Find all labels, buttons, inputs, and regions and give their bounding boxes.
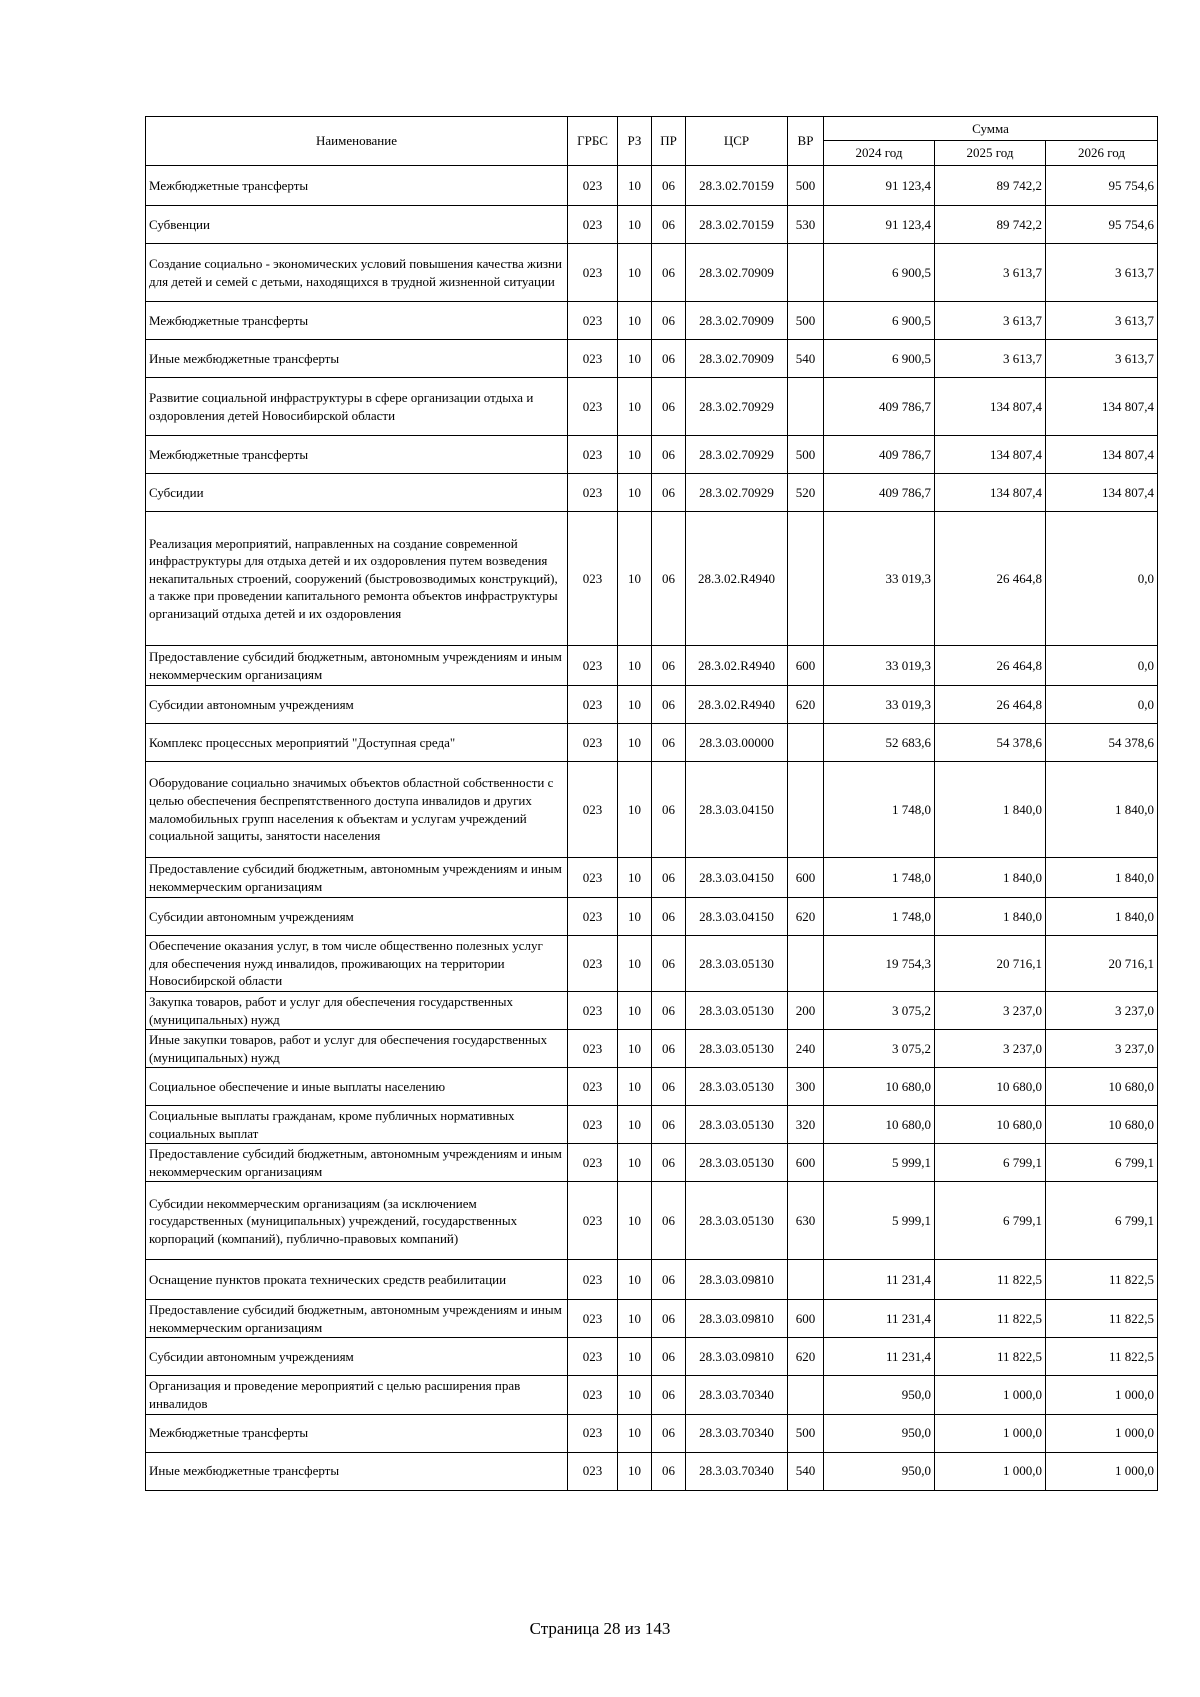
cell-name: Обеспечение оказания услуг, в том числе общественно полезных услуг для обеспечения нужд инвалидов, проживающих на территории Новосибирской области <box>146 936 568 992</box>
table-row <box>146 302 1158 340</box>
cell-rz: 10 <box>618 1338 652 1376</box>
cell-pr: 06 <box>652 1414 686 1452</box>
cell-sum-2025: 1 840,0 <box>935 898 1046 936</box>
cell-sum-2025: 10 680,0 <box>935 1068 1046 1106</box>
cell-pr: 06 <box>652 724 686 762</box>
cell-sum-2025: 1 840,0 <box>935 858 1046 898</box>
cell-sum-2024: 950,0 <box>824 1414 935 1452</box>
cell-name: Иные межбюджетные трансферты <box>146 340 568 378</box>
cell-rz: 10 <box>618 858 652 898</box>
cell-sum-2025: 11 822,5 <box>935 1300 1046 1338</box>
cell-vr: 630 <box>788 1182 824 1260</box>
cell-sum-2025: 89 742,2 <box>935 166 1046 206</box>
cell-csr: 28.3.03.70340 <box>686 1376 788 1414</box>
cell-csr: 28.3.03.09810 <box>686 1260 788 1300</box>
cell-sum-2024: 5 999,1 <box>824 1182 935 1260</box>
table-row <box>146 206 1158 244</box>
cell-sum-2026: 1 000,0 <box>1046 1414 1158 1452</box>
cell-csr: 28.3.02.70929 <box>686 436 788 474</box>
header-year-2025: 2025 год <box>935 141 1046 166</box>
cell-pr: 06 <box>652 686 686 724</box>
cell-grbs: 023 <box>568 936 618 992</box>
cell-grbs: 023 <box>568 244 618 302</box>
cell-rz: 10 <box>618 340 652 378</box>
cell-grbs: 023 <box>568 992 618 1030</box>
cell-grbs: 023 <box>568 1030 618 1068</box>
cell-rz: 10 <box>618 1452 652 1490</box>
cell-rz: 10 <box>618 436 652 474</box>
cell-sum-2026: 6 799,1 <box>1046 1144 1158 1182</box>
cell-sum-2025: 6 799,1 <box>935 1182 1046 1260</box>
cell-sum-2026: 6 799,1 <box>1046 1182 1158 1260</box>
cell-sum-2026: 0,0 <box>1046 512 1158 646</box>
table-row <box>146 474 1158 512</box>
cell-grbs: 023 <box>568 1376 618 1414</box>
cell-csr: 28.3.03.05130 <box>686 936 788 992</box>
cell-csr: 28.3.02.70909 <box>686 340 788 378</box>
cell-grbs: 023 <box>568 378 618 436</box>
cell-sum-2025: 54 378,6 <box>935 724 1046 762</box>
cell-vr: 620 <box>788 686 824 724</box>
cell-rz: 10 <box>618 512 652 646</box>
cell-vr: 500 <box>788 1414 824 1452</box>
cell-sum-2025: 20 716,1 <box>935 936 1046 992</box>
cell-sum-2025: 11 822,5 <box>935 1260 1046 1300</box>
cell-csr: 28.3.02.70909 <box>686 244 788 302</box>
table-row <box>146 686 1158 724</box>
cell-name: Предоставление субсидий бюджетным, автономным учреждениям и иным некоммерческим организациям <box>146 1144 568 1182</box>
table-row <box>146 1414 1158 1452</box>
cell-grbs: 023 <box>568 1260 618 1300</box>
cell-sum-2026: 1 000,0 <box>1046 1452 1158 1490</box>
page-number: Страница 28 из 143 <box>529 1619 671 1638</box>
cell-rz: 10 <box>618 1182 652 1260</box>
cell-name: Предоставление субсидий бюджетным, автономным учреждениям и иным некоммерческим организациям <box>146 646 568 686</box>
cell-name: Субсидии автономным учреждениям <box>146 686 568 724</box>
cell-vr: 540 <box>788 1452 824 1490</box>
table-row <box>146 646 1158 686</box>
table-row <box>146 1144 1158 1182</box>
cell-vr <box>788 936 824 992</box>
cell-grbs: 023 <box>568 858 618 898</box>
cell-sum-2025: 1 840,0 <box>935 762 1046 858</box>
cell-sum-2026: 1 000,0 <box>1046 1376 1158 1414</box>
cell-name: Развитие социальной инфраструктуры в сфере организации отдыха и оздоровления детей Новосибирской области <box>146 378 568 436</box>
header-vr: ВР <box>788 117 824 166</box>
cell-rz: 10 <box>618 206 652 244</box>
cell-sum-2025: 134 807,4 <box>935 378 1046 436</box>
cell-vr: 600 <box>788 1144 824 1182</box>
cell-rz: 10 <box>618 378 652 436</box>
cell-rz: 10 <box>618 1030 652 1068</box>
cell-grbs: 023 <box>568 1182 618 1260</box>
cell-sum-2026: 95 754,6 <box>1046 206 1158 244</box>
table-header <box>146 117 1158 166</box>
cell-sum-2024: 52 683,6 <box>824 724 935 762</box>
cell-csr: 28.3.03.70340 <box>686 1414 788 1452</box>
cell-sum-2024: 91 123,4 <box>824 166 935 206</box>
cell-sum-2025: 3 237,0 <box>935 1030 1046 1068</box>
table-row <box>146 340 1158 378</box>
cell-csr: 28.3.03.00000 <box>686 724 788 762</box>
cell-vr: 620 <box>788 1338 824 1376</box>
table-row <box>146 724 1158 762</box>
cell-sum-2026: 1 840,0 <box>1046 858 1158 898</box>
table-row <box>146 1300 1158 1338</box>
cell-name: Субсидии некоммерческим организациям (за исключением государственных (муниципальных) учреждений, государственных корпораций (компаний), публично-правовых компаний) <box>146 1182 568 1260</box>
cell-sum-2024: 409 786,7 <box>824 436 935 474</box>
budget-table <box>145 116 1158 1491</box>
cell-vr: 600 <box>788 858 824 898</box>
cell-sum-2026: 20 716,1 <box>1046 936 1158 992</box>
cell-sum-2025: 1 000,0 <box>935 1376 1046 1414</box>
table-body <box>146 166 1158 1491</box>
cell-name: Социальные выплаты гражданам, кроме публичных нормативных социальных выплат <box>146 1106 568 1144</box>
cell-pr: 06 <box>652 244 686 302</box>
cell-name: Межбюджетные трансферты <box>146 302 568 340</box>
cell-name: Комплекс процессных мероприятий "Доступная среда" <box>146 724 568 762</box>
cell-pr: 06 <box>652 646 686 686</box>
cell-vr: 300 <box>788 1068 824 1106</box>
cell-csr: 28.3.03.05130 <box>686 1144 788 1182</box>
cell-rz: 10 <box>618 724 652 762</box>
cell-csr: 28.3.02.R4940 <box>686 512 788 646</box>
cell-pr: 06 <box>652 378 686 436</box>
cell-rz: 10 <box>618 1376 652 1414</box>
cell-vr <box>788 512 824 646</box>
cell-grbs: 023 <box>568 762 618 858</box>
cell-rz: 10 <box>618 646 652 686</box>
cell-sum-2026: 11 822,5 <box>1046 1338 1158 1376</box>
cell-csr: 28.3.03.04150 <box>686 762 788 858</box>
cell-name: Социальное обеспечение и иные выплаты населению <box>146 1068 568 1106</box>
cell-sum-2024: 11 231,4 <box>824 1300 935 1338</box>
cell-csr: 28.3.02.R4940 <box>686 686 788 724</box>
cell-grbs: 023 <box>568 1338 618 1376</box>
cell-sum-2026: 3 613,7 <box>1046 244 1158 302</box>
cell-grbs: 023 <box>568 436 618 474</box>
cell-grbs: 023 <box>568 1106 618 1144</box>
cell-sum-2026: 0,0 <box>1046 686 1158 724</box>
cell-sum-2025: 3 613,7 <box>935 340 1046 378</box>
cell-sum-2024: 11 231,4 <box>824 1338 935 1376</box>
cell-pr: 06 <box>652 1452 686 1490</box>
cell-sum-2024: 5 999,1 <box>824 1144 935 1182</box>
cell-grbs: 023 <box>568 686 618 724</box>
cell-sum-2024: 1 748,0 <box>824 762 935 858</box>
table-row <box>146 762 1158 858</box>
cell-sum-2024: 10 680,0 <box>824 1068 935 1106</box>
cell-vr: 600 <box>788 1300 824 1338</box>
cell-pr: 06 <box>652 992 686 1030</box>
cell-grbs: 023 <box>568 1452 618 1490</box>
table-row <box>146 512 1158 646</box>
cell-vr <box>788 378 824 436</box>
cell-rz: 10 <box>618 992 652 1030</box>
cell-csr: 28.3.03.05130 <box>686 1030 788 1068</box>
cell-vr: 240 <box>788 1030 824 1068</box>
cell-name: Субсидии автономным учреждениям <box>146 898 568 936</box>
cell-grbs: 023 <box>568 166 618 206</box>
cell-csr: 28.3.03.04150 <box>686 898 788 936</box>
cell-sum-2024: 6 900,5 <box>824 340 935 378</box>
cell-sum-2026: 10 680,0 <box>1046 1106 1158 1144</box>
cell-sum-2025: 1 000,0 <box>935 1414 1046 1452</box>
cell-csr: 28.3.03.05130 <box>686 992 788 1030</box>
table-row <box>146 1106 1158 1144</box>
table-row <box>146 378 1158 436</box>
cell-grbs: 023 <box>568 474 618 512</box>
cell-name: Межбюджетные трансферты <box>146 166 568 206</box>
cell-pr: 06 <box>652 302 686 340</box>
cell-sum-2024: 1 748,0 <box>824 898 935 936</box>
cell-rz: 10 <box>618 166 652 206</box>
cell-pr: 06 <box>652 1144 686 1182</box>
cell-name: Организация и проведение мероприятий с целью расширения прав инвалидов <box>146 1376 568 1414</box>
cell-vr <box>788 724 824 762</box>
cell-sum-2026: 95 754,6 <box>1046 166 1158 206</box>
header-sum: Сумма <box>824 117 1158 141</box>
cell-sum-2026: 11 822,5 <box>1046 1300 1158 1338</box>
cell-sum-2026: 134 807,4 <box>1046 474 1158 512</box>
cell-sum-2024: 11 231,4 <box>824 1260 935 1300</box>
cell-grbs: 023 <box>568 1414 618 1452</box>
cell-grbs: 023 <box>568 724 618 762</box>
header-year-2024: 2024 год <box>824 141 935 166</box>
header-grbs: ГРБС <box>568 117 618 166</box>
table-row <box>146 1182 1158 1260</box>
cell-csr: 28.3.02.70909 <box>686 302 788 340</box>
cell-name: Межбюджетные трансферты <box>146 1414 568 1452</box>
cell-pr: 06 <box>652 206 686 244</box>
cell-sum-2024: 950,0 <box>824 1376 935 1414</box>
cell-rz: 10 <box>618 1106 652 1144</box>
cell-pr: 06 <box>652 166 686 206</box>
cell-name: Предоставление субсидий бюджетным, автономным учреждениям и иным некоммерческим организациям <box>146 1300 568 1338</box>
cell-sum-2025: 3 613,7 <box>935 302 1046 340</box>
table-row <box>146 436 1158 474</box>
table-row <box>146 244 1158 302</box>
cell-vr: 620 <box>788 898 824 936</box>
cell-name: Иные закупки товаров, работ и услуг для обеспечения государственных (муниципальных) нужд <box>146 1030 568 1068</box>
cell-pr: 06 <box>652 1376 686 1414</box>
cell-sum-2025: 10 680,0 <box>935 1106 1046 1144</box>
cell-sum-2025: 134 807,4 <box>935 474 1046 512</box>
cell-csr: 28.3.03.70340 <box>686 1452 788 1490</box>
cell-grbs: 023 <box>568 898 618 936</box>
cell-csr: 28.3.03.09810 <box>686 1300 788 1338</box>
cell-sum-2024: 409 786,7 <box>824 378 935 436</box>
cell-vr: 200 <box>788 992 824 1030</box>
cell-rz: 10 <box>618 1260 652 1300</box>
table-row <box>146 1452 1158 1490</box>
cell-sum-2024: 33 019,3 <box>824 512 935 646</box>
cell-name: Субсидии автономным учреждениям <box>146 1338 568 1376</box>
cell-csr: 28.3.02.70159 <box>686 206 788 244</box>
cell-sum-2024: 409 786,7 <box>824 474 935 512</box>
table-row <box>146 166 1158 206</box>
cell-sum-2026: 3 613,7 <box>1046 302 1158 340</box>
cell-grbs: 023 <box>568 340 618 378</box>
cell-sum-2026: 134 807,4 <box>1046 436 1158 474</box>
cell-csr: 28.3.03.05130 <box>686 1106 788 1144</box>
cell-pr: 06 <box>652 1300 686 1338</box>
cell-grbs: 023 <box>568 1300 618 1338</box>
cell-pr: 06 <box>652 762 686 858</box>
cell-rz: 10 <box>618 1414 652 1452</box>
cell-pr: 06 <box>652 340 686 378</box>
table-row <box>146 1338 1158 1376</box>
cell-vr <box>788 762 824 858</box>
cell-sum-2024: 950,0 <box>824 1452 935 1490</box>
cell-vr: 500 <box>788 436 824 474</box>
table-row <box>146 1030 1158 1068</box>
cell-sum-2026: 11 822,5 <box>1046 1260 1158 1300</box>
table-row <box>146 898 1158 936</box>
cell-sum-2024: 10 680,0 <box>824 1106 935 1144</box>
cell-pr: 06 <box>652 1106 686 1144</box>
cell-grbs: 023 <box>568 1068 618 1106</box>
cell-vr: 320 <box>788 1106 824 1144</box>
cell-sum-2024: 6 900,5 <box>824 244 935 302</box>
cell-rz: 10 <box>618 898 652 936</box>
cell-csr: 28.3.03.05130 <box>686 1068 788 1106</box>
cell-name: Межбюджетные трансферты <box>146 436 568 474</box>
cell-csr: 28.3.02.70929 <box>686 378 788 436</box>
table-row <box>146 858 1158 898</box>
cell-name: Создание социально - экономических условий повышения качества жизни для детей и семей с детьми, находящихся в трудной жизненной ситуации <box>146 244 568 302</box>
table-row <box>146 992 1158 1030</box>
cell-sum-2024: 33 019,3 <box>824 686 935 724</box>
cell-sum-2026: 54 378,6 <box>1046 724 1158 762</box>
cell-csr: 28.3.02.R4940 <box>686 646 788 686</box>
cell-name: Иные межбюджетные трансферты <box>146 1452 568 1490</box>
cell-sum-2025: 26 464,8 <box>935 646 1046 686</box>
cell-rz: 10 <box>618 686 652 724</box>
cell-sum-2024: 6 900,5 <box>824 302 935 340</box>
cell-rz: 10 <box>618 244 652 302</box>
cell-sum-2026: 1 840,0 <box>1046 762 1158 858</box>
header-name: Наименование <box>146 117 568 166</box>
cell-sum-2024: 3 075,2 <box>824 992 935 1030</box>
cell-csr: 28.3.02.70159 <box>686 166 788 206</box>
cell-vr: 500 <box>788 166 824 206</box>
header-pr: ПР <box>652 117 686 166</box>
header-rz: РЗ <box>618 117 652 166</box>
cell-sum-2026: 10 680,0 <box>1046 1068 1158 1106</box>
cell-name: Предоставление субсидий бюджетным, автономным учреждениям и иным некоммерческим организациям <box>146 858 568 898</box>
cell-csr: 28.3.03.05130 <box>686 1182 788 1260</box>
cell-sum-2026: 134 807,4 <box>1046 378 1158 436</box>
cell-grbs: 023 <box>568 646 618 686</box>
cell-sum-2025: 26 464,8 <box>935 512 1046 646</box>
header-year-2026: 2026 год <box>1046 141 1158 166</box>
cell-sum-2026: 3 237,0 <box>1046 992 1158 1030</box>
cell-sum-2026: 0,0 <box>1046 646 1158 686</box>
header-csr: ЦСР <box>686 117 788 166</box>
cell-sum-2026: 3 613,7 <box>1046 340 1158 378</box>
cell-vr: 530 <box>788 206 824 244</box>
table-row <box>146 1260 1158 1300</box>
cell-pr: 06 <box>652 1338 686 1376</box>
cell-sum-2025: 11 822,5 <box>935 1338 1046 1376</box>
cell-name: Субсидии <box>146 474 568 512</box>
cell-grbs: 023 <box>568 1144 618 1182</box>
cell-csr: 28.3.02.70929 <box>686 474 788 512</box>
cell-sum-2025: 26 464,8 <box>935 686 1046 724</box>
cell-sum-2024: 19 754,3 <box>824 936 935 992</box>
cell-pr: 06 <box>652 436 686 474</box>
cell-rz: 10 <box>618 762 652 858</box>
cell-sum-2026: 3 237,0 <box>1046 1030 1158 1068</box>
cell-grbs: 023 <box>568 512 618 646</box>
cell-pr: 06 <box>652 936 686 992</box>
cell-vr: 500 <box>788 302 824 340</box>
cell-sum-2025: 89 742,2 <box>935 206 1046 244</box>
cell-vr <box>788 1376 824 1414</box>
cell-grbs: 023 <box>568 302 618 340</box>
cell-vr: 520 <box>788 474 824 512</box>
cell-sum-2024: 3 075,2 <box>824 1030 935 1068</box>
cell-pr: 06 <box>652 1182 686 1260</box>
cell-sum-2025: 134 807,4 <box>935 436 1046 474</box>
cell-pr: 06 <box>652 898 686 936</box>
cell-sum-2025: 3 613,7 <box>935 244 1046 302</box>
cell-sum-2026: 1 840,0 <box>1046 898 1158 936</box>
cell-pr: 06 <box>652 1030 686 1068</box>
cell-rz: 10 <box>618 474 652 512</box>
cell-sum-2025: 6 799,1 <box>935 1144 1046 1182</box>
cell-sum-2025: 1 000,0 <box>935 1452 1046 1490</box>
cell-sum-2024: 1 748,0 <box>824 858 935 898</box>
cell-name: Субвенции <box>146 206 568 244</box>
cell-name: Закупка товаров, работ и услуг для обеспечения государственных (муниципальных) нужд <box>146 992 568 1030</box>
cell-sum-2024: 33 019,3 <box>824 646 935 686</box>
cell-pr: 06 <box>652 1260 686 1300</box>
table-row <box>146 936 1158 992</box>
cell-rz: 10 <box>618 1068 652 1106</box>
cell-csr: 28.3.03.04150 <box>686 858 788 898</box>
cell-sum-2025: 3 237,0 <box>935 992 1046 1030</box>
cell-vr: 600 <box>788 646 824 686</box>
cell-name: Реализация мероприятий, направленных на создание современной инфраструктуры для отдыха детей и их оздоровления путем возведения некапитальных строений, сооружений (быстровозводимых конструкций), а также при проведении капитального ремонта объектов инфраструктуры организаций отдыха детей и их оздоровления <box>146 512 568 646</box>
cell-pr: 06 <box>652 512 686 646</box>
cell-pr: 06 <box>652 1068 686 1106</box>
cell-grbs: 023 <box>568 206 618 244</box>
cell-rz: 10 <box>618 1144 652 1182</box>
cell-sum-2024: 91 123,4 <box>824 206 935 244</box>
cell-pr: 06 <box>652 858 686 898</box>
cell-name: Оснащение пунктов проката технических средств реабилитации <box>146 1260 568 1300</box>
cell-vr <box>788 1260 824 1300</box>
table-row <box>146 1068 1158 1106</box>
table-row <box>146 1376 1158 1414</box>
cell-rz: 10 <box>618 302 652 340</box>
cell-vr: 540 <box>788 340 824 378</box>
cell-rz: 10 <box>618 936 652 992</box>
cell-name: Оборудование социально значимых объектов областной собственности с целью обеспечения беспрепятственного доступа инвалидов и других маломобильных групп населения к объектам и услугам учреждений социальной защиты, занятости населения <box>146 762 568 858</box>
cell-vr <box>788 244 824 302</box>
cell-csr: 28.3.03.09810 <box>686 1338 788 1376</box>
cell-pr: 06 <box>652 474 686 512</box>
cell-rz: 10 <box>618 1300 652 1338</box>
